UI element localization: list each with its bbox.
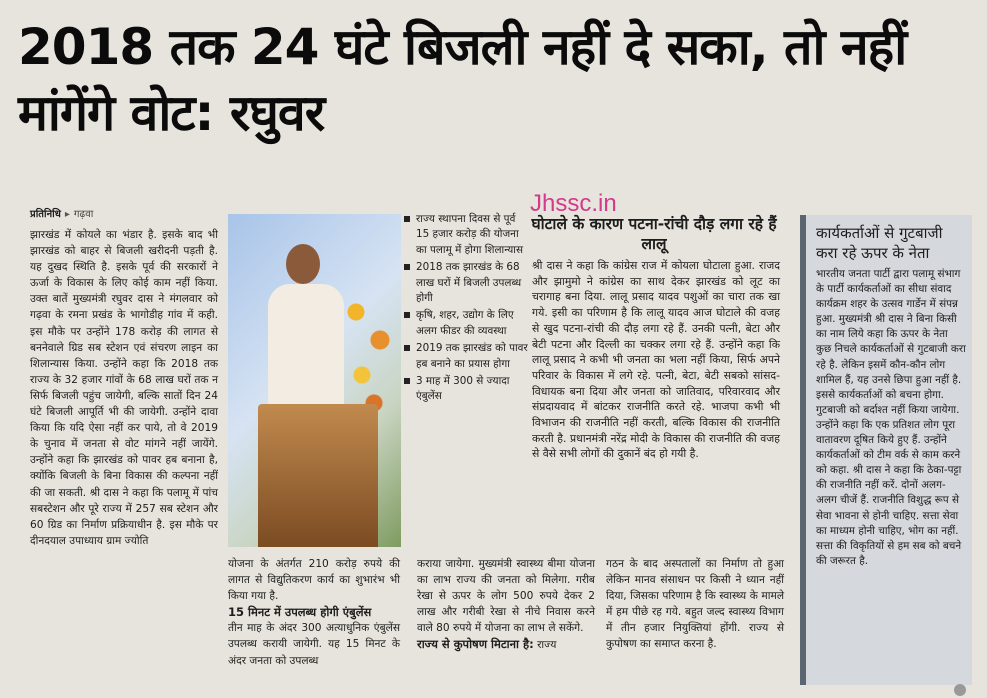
article-text: श्री दास ने कहा कि कांग्रेस राज में कोयला घोटाला हुआ. राजद और झामुमो ने कांग्रेस का साथ देकर झारखंड को लूट का चरागाह बना दिया. लालू प्रसाद यादव पशुओं का चारा तक खा गये. इसी का परिणाम है कि लालू यादव आज घोटाले की वजह से खुद पटना-रांची की दौड़ लगा रहे हैं. उनकी पत्नी, बेटा और बेटी पटना और दिल्ली का चक्कर लगा रहे हैं. उन्होंने कहा कि लालू प्रसाद ने कभी भी जनता का भला नहीं किया, सिर्फ अपने परिवार के विकास में लगे रहे. पत्नी, बेटा, बेटी सबको सांसद-विधायक बना दिया और जनता को जातिवाद, परिवारवाद और संप्रदायवाद में बांटकर राजनीति करते रहे. भाजपा कभी भी विभाजन की राजनीति नहीं करती, बल्कि विकास की राजनीति करती है. प्रधानमंत्री नरेंद्र मोदी के विकास की राजनीति की वजह से वैसे सभी लोगों की दुकानें बंद हो गयी है. <box>532 259 780 461</box>
article-column-1 <box>30 227 218 549</box>
corner-dot-icon <box>954 684 966 696</box>
highlight-item: 2018 तक झारखंड के 68 लाख घरों में बिजली उपलब्ध होगी <box>404 260 528 306</box>
photo-podium <box>258 404 378 547</box>
highlight-item: कृषि, शहर, उद्योग के लिए अलग फीडर की व्यवस्था <box>404 308 528 339</box>
sidebar-box-title: कार्यकर्ताओं से गुटबाजी करा रहे ऊपर के नेता <box>816 224 943 262</box>
article-text-continued <box>417 636 595 653</box>
byline <box>30 208 210 222</box>
chevron-right-icon: ▸ <box>64 209 70 220</box>
article-column-3 <box>532 258 780 462</box>
article-text: कराया जायेगा. मुख्यमंत्री स्वास्थ्य बीमा योजना का लाभ राज्य की जनता को मिलेगा. गरीब रेखा से ऊपर के लोग 500 रुपये देकर 2 लाख और गरीबी रेखा से नीचे निवास करने वाले 80 रुपये में योजना का लाभ ले सकेंगे. <box>417 558 595 635</box>
photo-flowers <box>338 284 398 424</box>
headline: 2018 तक 24 घंटे बिजली नहीं दे सका, तो नहीं मांगेंगे वोट: रघुवर <box>18 18 907 142</box>
article-text: तीन माह के अंदर 300 अत्याधुनिक एंबुलेंस उपलब्ध करायी जायेगी. यह 15 मिनट के अंदर जनता को उपलब्ध <box>228 622 400 667</box>
highlight-item: राज्य स्थापना दिवस से पूर्व 15 हजार करोड़ की योजना का पलामू में होगा शिलान्यास <box>404 212 528 258</box>
sidebar-box-text: भारतीय जनता पार्टी द्वारा पलामू संभाग के पार्टी कार्यकर्ताओं का सीधा संवाद कार्यक्रम शहर के उत्सव गार्डेन में संपन्न हुआ. मुख्यमंत्री श्री दास ने बिना किसी का नाम लिये कहा कि ऊपर के नेता कुछ निचले कार्यकर्ताओं से गुटबाजी करा रहे है. लेकिन इसमें कौन-कौन लोग शामिल हैं, यह उनसे छिपा हुआ नहीं है. इससे कार्यकर्ताओं को बचना होगा. गुटबाजी को बर्दाश्त नहीं किया जायेगा. उन्होंने कहा कि एक प्रतिशत लोग पूरा वातावरण दूषित किये हुए हैं. उन्होंने कार्यकर्ताओं को टीम वर्क से काम करने को कहा. श्री दास ने कहा कि ठेका-पट्टा की राजनीति नहीं करें. दोनों अलग-अलग चीजें हैं. राजनीति विशुद्ध रूप से सेवा भावना से होनी चाहिए. सत्ता सेवा का माध्यम होनी चाहिए, भोग का नहीं. सत्ता की विकृतियों से हम सब को बचने की जरूरत है. <box>816 268 966 567</box>
highlight-item: 2019 तक झारखंड को पावर हब बनाने का प्रयास होगा <box>404 341 528 372</box>
article-text: गठन के बाद अस्पतालों का निर्माण तो हुआ लेकिन मानव संसाधन पर किसी ने ध्यान नहीं दिया, जिसका परिणाम है कि स्वास्थ्य के मामले में हम पीछे रह गये. बहुत जल्द स्वास्थ्य विभाग में तीन हजार नियुक्तियां होंगी. राज्य से कुपोषण का समाप्त करना है. <box>606 558 784 651</box>
news-photo <box>228 214 401 547</box>
byline-label: प्रतिनिधि <box>30 209 61 220</box>
highlights-list <box>404 212 528 407</box>
article-text: राज्य <box>537 639 557 652</box>
article-text: योजना के अंतर्गत 210 करोड़ रुपये की लागत से विद्युतिकरण कार्य का शुभारंभ भी किया गया है. <box>228 558 400 603</box>
inline-heading: 15 मिनट में उपलब्ध होगी एंबुलेंस <box>228 605 372 620</box>
subheadline: घोटाले के कारण पटना-रांची दौड़ लगा रहे हैं लालू <box>531 215 777 253</box>
photo-speaker-head <box>286 244 320 284</box>
byline-place: गढ़वा <box>73 209 94 220</box>
photo-speaker-body <box>268 284 344 414</box>
watermark: Jhssc.in <box>530 190 617 217</box>
inline-heading: राज्य से कुपोषण मिटाना है: <box>417 637 534 652</box>
article-column-bottom-3 <box>606 556 784 653</box>
sidebar-box <box>800 215 972 685</box>
article-text: झारखंड में कोयले का भंडार है. इसके बाद भी झारखंड को बाहर से बिजली खरीदनी पड़ती है. यह दुखद स्थिति है. इसके पूर्व की सरकारों ने ऊर्जा के विकास के लिए कोई काम नहीं किया. उक्त बातें मुख्यमंत्री रघुवर दास ने मंगलवार को गढ़वा के रमना प्रखंड के भागोडीह गांव में कही. इस मौके पर उन्होंने 178 करोड़ की लागत से बननेवाले ग्रिड सब स्टेशन एवं संचरण लाइन का शिलान्यास किया. उन्होंने कहा कि 2018 तक राज्य के 32 हजार गांवों के 68 लाख घरों तक न सिर्फ बिजली पहुंच जायेगी, बल्कि सातों दिन 24 घंटे बिजली आपूर्ति भी की जायेगी. उन्होंने दावा किया कि यदि ऐसा नहीं कर पाये, तो वे 2019 के चुनाव में जनता से वोट मांगने नहीं जायेंगे. उन्होंने कहा कि झारखंड को पावर हब बनाना है, क्योंकि बिजली के बिना विकास की कल्पना नहीं की जा सकती. श्री दास ने कहा कि पलामू में पांच सबस्टेशन और पूरे राज्य में 257 सब स्टेशन और 60 ग्रिड का निर्माण प्रक्रियाधीन है. इस मौके पर दीनदयाल उपाध्याय ग्राम ज्योति <box>30 229 218 547</box>
highlight-item: 3 माह में 300 से ज्यादा एंबुलेंस <box>404 374 528 405</box>
article-column-bottom-1 <box>228 556 400 669</box>
article-column-bottom-2 <box>417 556 595 654</box>
